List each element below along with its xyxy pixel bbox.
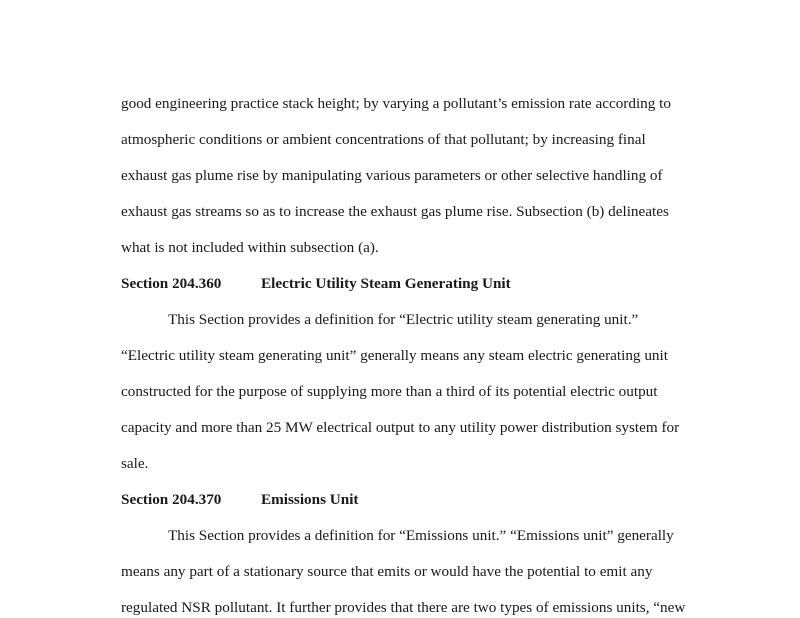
paragraph-line: regulated NSR pollutant. It further provides that there are two types of emissions units, “new (121, 599, 686, 616)
section-heading (121, 274, 511, 294)
paragraph-line: means any part of a stationary source that emits or would have the potential to emit any (121, 563, 653, 580)
section-heading (121, 490, 358, 510)
paragraph-line: atmospheric conditions or ambient concentrations of that pollutant; by increasing final (121, 131, 646, 148)
paragraph-line: capacity and more than 25 MW electrical output to any utility power distribution system for (121, 419, 680, 436)
paragraph-line: “Electric utility steam generating unit” generally means any steam electric generating unit (121, 347, 668, 364)
paragraph-line: This Section provides a definition for “Electric utility steam generating unit.” (168, 311, 639, 328)
paragraph-line: exhaust gas plume rise by manipulating various parameters or other selective handling of (121, 167, 663, 184)
section-number: Section 204.370 (121, 491, 222, 508)
paragraph-line: exhaust gas streams so as to increase the exhaust gas plume rise. Subsection (b) delineates (121, 203, 669, 220)
paragraph-line: constructed for the purpose of supplying more than a third of its potential electric output (121, 383, 658, 400)
paragraph-line: This Section provides a definition for “Emissions unit.” “Emissions unit” generally (168, 527, 674, 544)
paragraph-line: sale. (121, 455, 149, 472)
section-title: Electric Utility Steam Generating Unit (261, 275, 511, 292)
section-number: Section 204.360 (121, 275, 222, 292)
paragraph-line: good engineering practice stack height; by varying a pollutant’s emission rate according to (121, 95, 671, 112)
paragraph-line: what is not included within subsection (a). (121, 239, 379, 256)
section-title: Emissions Unit (261, 491, 359, 508)
